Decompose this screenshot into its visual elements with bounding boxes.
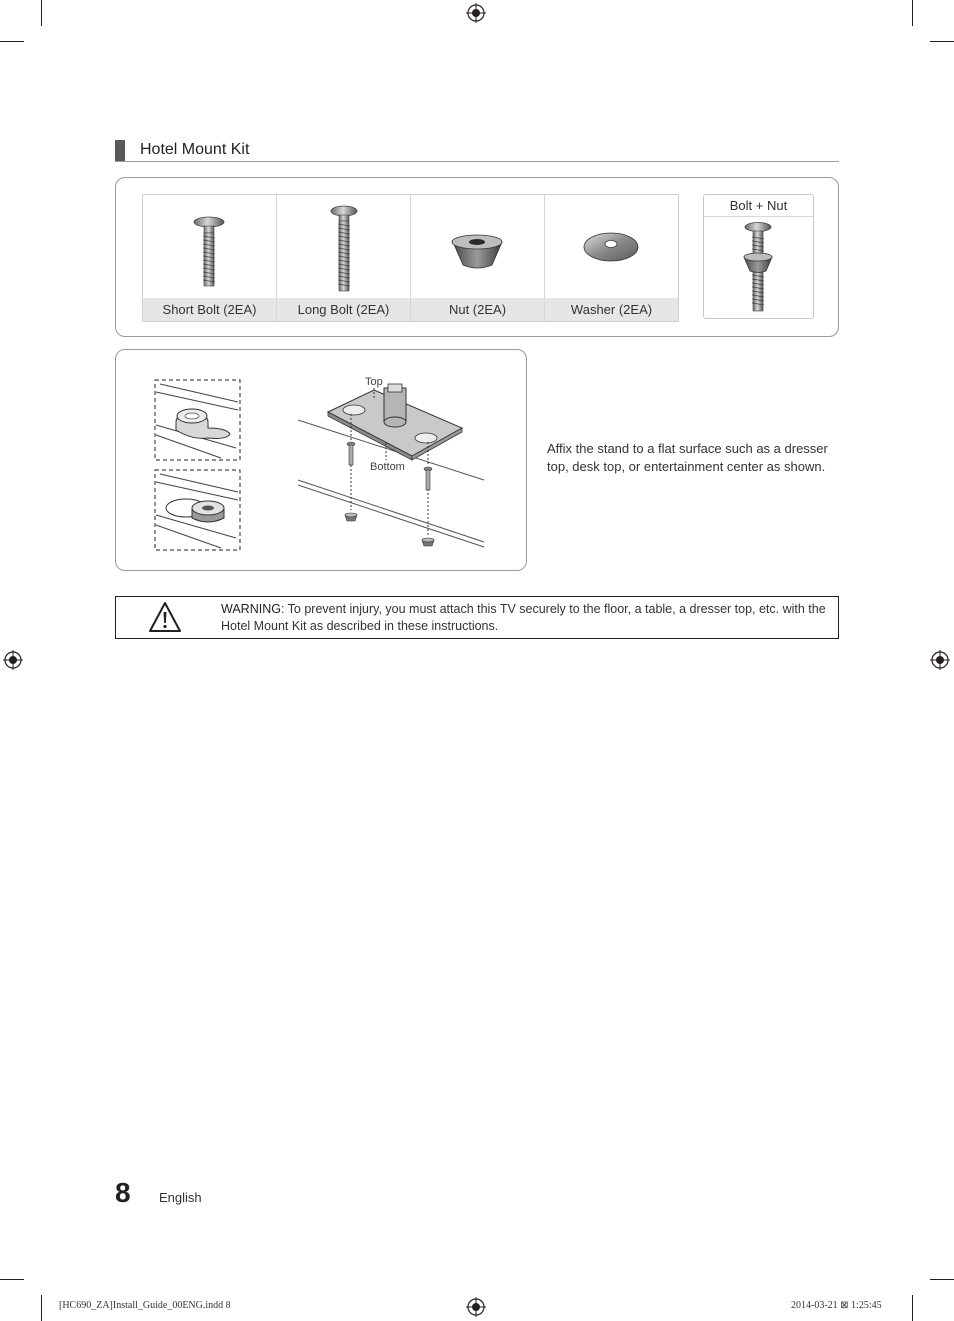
crop-mark [912, 0, 913, 26]
warning-box [115, 596, 839, 639]
part-label: Short Bolt (2EA) [143, 298, 276, 321]
warning-triangle-icon [148, 601, 182, 633]
short-bolt-icon [143, 195, 276, 298]
registration-mark-icon [930, 650, 950, 670]
nut-icon [411, 195, 544, 298]
section-title: Hotel Mount Kit [140, 141, 250, 158]
parts-table [142, 194, 679, 322]
crop-mark [930, 41, 954, 42]
warning-message: : To prevent injury, you must attach this TV securely to the floor, a table, a dresser top, etc. with the Hotel Mount Kit as described in these instructions. [221, 602, 826, 633]
crop-mark [930, 1279, 954, 1280]
page-number: 8 [115, 1177, 131, 1208]
print-slug-date: 2014-03-21 ⊠ 1:25:45 [791, 1300, 882, 1311]
crop-mark [0, 41, 24, 42]
part-cell-short-bolt [143, 195, 277, 321]
registration-mark-icon [466, 3, 486, 23]
part-label: Long Bolt (2EA) [277, 298, 410, 321]
part-cell-washer [545, 195, 678, 321]
language-label: English [159, 1190, 202, 1205]
part-cell-nut [411, 195, 545, 321]
part-cell-long-bolt [277, 195, 411, 321]
bolt-nut-assembly [703, 194, 814, 319]
registration-mark-icon [466, 1297, 486, 1317]
long-bolt-icon [277, 195, 410, 298]
bolt-nut-icon [704, 217, 813, 317]
part-label: Washer (2EA) [545, 298, 678, 321]
section-marker [115, 140, 125, 161]
diagram-top-label: Top [365, 376, 383, 388]
installation-diagram [116, 350, 524, 568]
diagram-bottom-label: Bottom [370, 461, 405, 473]
crop-mark [912, 1295, 913, 1321]
section-divider [115, 161, 839, 162]
print-slug-file: [HC690_ZA]Install_Guide_00ENG.indd 8 [59, 1300, 231, 1311]
bolt-nut-label: Bolt + Nut [704, 195, 813, 217]
registration-mark-icon [3, 650, 23, 670]
washer-icon [545, 195, 678, 298]
instruction-text: Affix the stand to a flat surface such as a dresser top, desk top, or entertainment center as shown. [547, 441, 828, 474]
warning-label: WARNING [221, 602, 281, 616]
part-label: Nut (2EA) [411, 298, 544, 321]
crop-mark [41, 1295, 42, 1321]
crop-mark [0, 1279, 24, 1280]
crop-mark [41, 0, 42, 26]
warning-text [221, 601, 831, 635]
